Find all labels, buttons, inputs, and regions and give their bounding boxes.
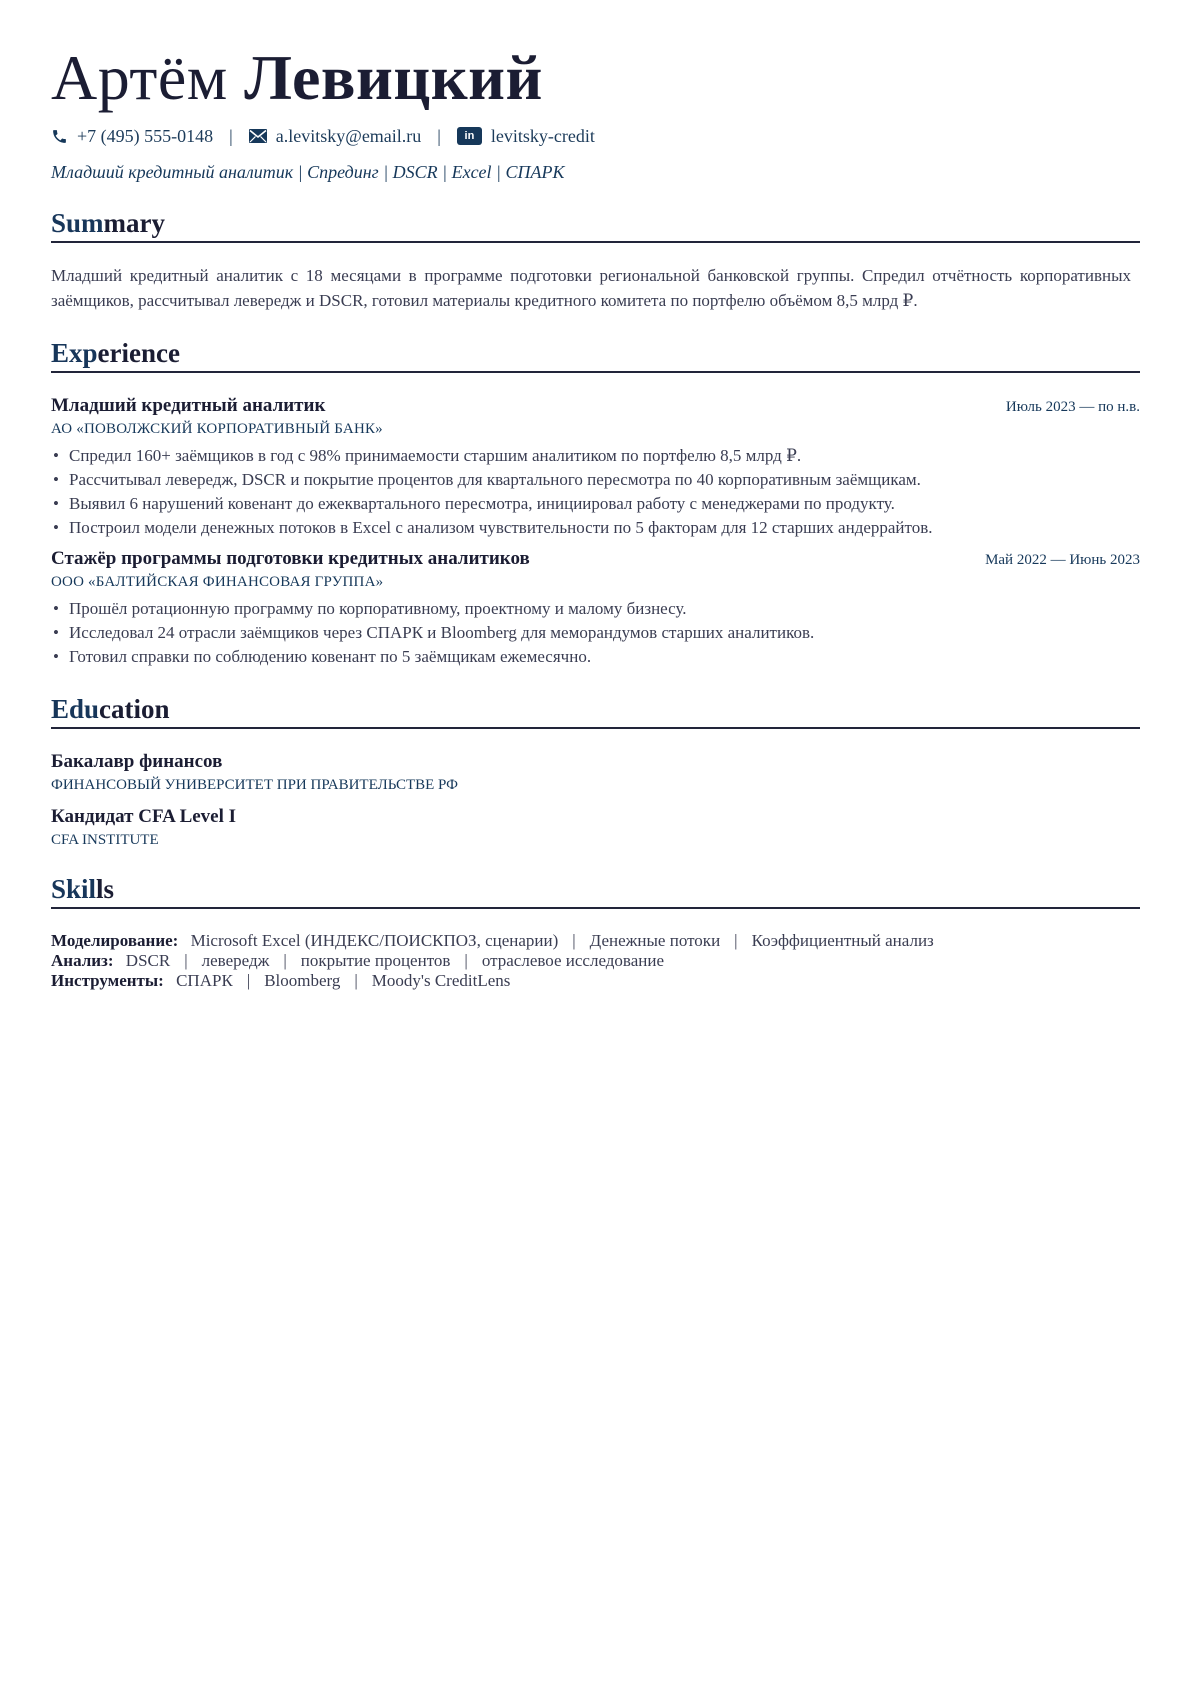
phone-contact[interactable] (51, 126, 213, 147)
skill-row (51, 971, 1140, 991)
bullet-item: • Готовил справки по соблюдению ковенант по 5 заёмщикам ежемесячно. (51, 645, 1140, 669)
skill-item: DSCR (125, 951, 171, 970)
bullet-item: • Исследовал 24 отрасли заёмщиков через СПАРК и Bloomberg для меморандумов старших аналитиков. (51, 621, 1140, 645)
skill-item: покрытие процентов (300, 951, 451, 970)
education-section (51, 693, 1140, 849)
phone-icon (51, 128, 68, 145)
bullet-item: • Прошёл ротационную программу по корпоративному, проектному и малому бизнесу. (51, 597, 1140, 621)
heading-accent: Skil (51, 874, 97, 904)
last-name: Левицкий (244, 42, 543, 113)
degree-title: Бакалавр финансов (51, 751, 223, 772)
linkedin-badge: in (457, 127, 482, 145)
email-contact[interactable] (249, 126, 422, 147)
skill-separator: | (283, 951, 287, 970)
heading-accent: Edu (51, 694, 100, 724)
skill-item: Moody's CreditLens (371, 971, 511, 990)
linkedin-icon (457, 127, 482, 145)
skill-row (51, 931, 1140, 951)
skill-separator: | (734, 931, 738, 950)
section-heading-education (51, 693, 1140, 729)
experience-section (51, 337, 1140, 669)
job-bullets (51, 597, 1140, 669)
bullet-item: • Построил модели денежных потоков в Excel с анализом чувствительности по 5 факторам для 12 старших андеррайтов. (51, 516, 1140, 540)
heading-rest: erience (97, 338, 180, 368)
job-entry (51, 395, 1140, 540)
job-bullets (51, 444, 1140, 540)
skill-separator: | (354, 971, 358, 990)
education-entry (51, 806, 1140, 849)
summary-section (51, 207, 1140, 313)
first-name: Артём (51, 42, 228, 113)
skill-item: левередж (201, 951, 270, 970)
contact-line (51, 124, 1140, 148)
skill-separator: | (572, 931, 576, 950)
skill-label: Моделирование: (51, 931, 179, 950)
skill-item: Bloomberg (264, 971, 341, 990)
tagline: Младший кредитный аналитик | Спрединг | DSCR | Excel | СПАРК (51, 162, 565, 182)
job-entry (51, 548, 1140, 669)
education-entry (51, 751, 1140, 794)
skills-list (51, 931, 1140, 991)
heading-accent: Exp (51, 338, 98, 368)
bullet-item: • Рассчитывал левередж, DSCR и покрытие процентов для квартального пересмотра по 40 корпоративным заёмщикам. (51, 468, 1140, 492)
candidate-name (51, 42, 1140, 114)
skills-section (51, 873, 1140, 991)
section-heading-skills (51, 873, 1140, 909)
job-header (51, 395, 1140, 417)
skill-separator: | (246, 971, 251, 990)
skill-label: Анализ: (51, 951, 114, 970)
job-dates: Май 2022 — Июнь 2023 (985, 552, 1140, 568)
job-dates: Июль 2023 — по н.в. (1005, 399, 1140, 415)
heading-rest: mary (103, 208, 166, 238)
summary-text: Младший кредитный аналитик с 18 месяцами в программе подготовки региональной банковской группы. Спредил отчётность корпоративных заёмщиков, рассчитывал левередж и DSCR, готовил материалы кредитного комитета по портфелю объёмом 8,5 млрд ₽. (51, 266, 1131, 310)
bullet-item: • Выявил 6 нарушений ковенант до ежеквартального пересмотра, инициировал работу с менеджерами по продукту. (51, 492, 1140, 516)
skill-item: Коэффициентный анализ (751, 931, 934, 950)
job-org: ООО «БАЛТИЙСКАЯ ФИНАНСОВАЯ ГРУППА» (51, 574, 384, 590)
skill-label: Инструменты: (51, 971, 164, 990)
linkedin-text: levitsky-credit (490, 125, 595, 146)
institution: CFA INSTITUTE (51, 832, 159, 848)
skill-row (51, 951, 1140, 971)
job-org: АО «ПОВОЛЖСКИЙ КОРПОРАТИВНЫЙ БАНК» (51, 421, 383, 437)
contact-separator: | (437, 125, 441, 146)
job-title: Младший кредитный аналитик (51, 395, 326, 416)
job-header (51, 548, 1140, 570)
heading-rest: cation (99, 694, 170, 724)
skill-item: Денежные потоки (589, 931, 721, 950)
email-text: a.levitsky@email.ru (275, 125, 422, 146)
skill-item: СПАРК (176, 971, 233, 990)
section-heading-summary (51, 207, 1140, 243)
section-heading-experience (51, 337, 1140, 373)
skill-separator: | (184, 951, 188, 970)
heading-accent: Sum (51, 208, 104, 238)
linkedin-contact[interactable] (457, 126, 595, 147)
phone-text: +7 (495) 555-0148 (77, 125, 214, 146)
envelope-icon (249, 129, 267, 143)
degree-title: Кандидат CFA Level I (51, 806, 237, 827)
heading-rest: ls (96, 874, 115, 904)
institution: ФИНАНСОВЫЙ УНИВЕРСИТЕТ ПРИ ПРАВИТЕЛЬСТВЕ РФ (51, 777, 458, 793)
contact-separator: | (229, 125, 233, 146)
skill-item: Microsoft Excel (ИНДЕКС/ПОИСКПОЗ, сценарии) (190, 931, 559, 950)
job-title: Стажёр программы подготовки кредитных аналитиков (51, 548, 530, 569)
bullet-item: • Спредил 160+ заёмщиков в год с 98% принимаемости старшим аналитиком по портфелю 8,5 млрд ₽. (51, 444, 1140, 468)
skill-separator: | (464, 951, 468, 970)
skill-item: отраслевое исследование (481, 951, 665, 970)
